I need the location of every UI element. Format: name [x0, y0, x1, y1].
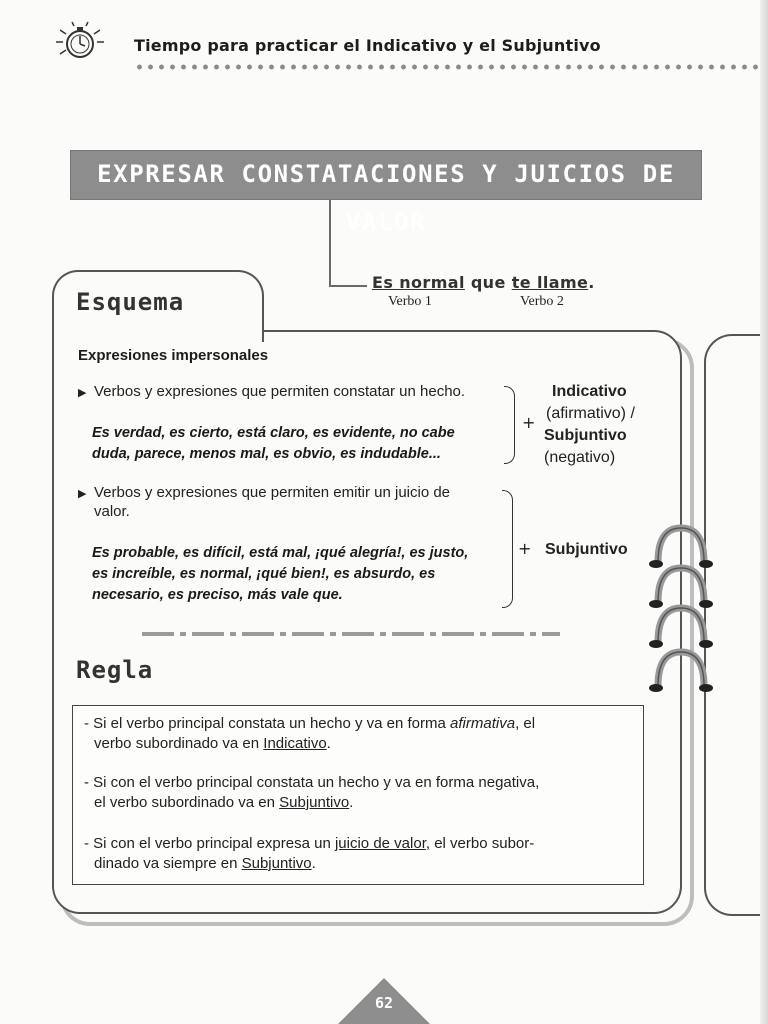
group-2-description-line-1: Verbos y expresiones que permiten emitir un juicio de: [94, 484, 451, 501]
dashed-divider: [142, 632, 560, 636]
binder-ring-icon: [648, 646, 714, 706]
section-heading: Expresiones impersonales: [78, 347, 269, 364]
bullet-icon: ▶: [78, 487, 87, 500]
verbo-2-label: Verbo 2: [520, 294, 564, 309]
banner-title: EXPRESAR CONSTATACIONES Y JUICIOS DE VALOR: [97, 160, 675, 236]
brace: [504, 386, 515, 464]
page-number: 62: [374, 994, 394, 1012]
connector-line: [329, 285, 367, 287]
brace: [502, 490, 513, 608]
section-banner: [70, 150, 702, 236]
esquema-title: Esquema: [76, 288, 185, 316]
example-connector: que: [464, 273, 512, 292]
stopwatch-icon: [48, 16, 112, 64]
group-1-examples-line-2: duda, parece, menos mal, es obvio, es indudable...: [92, 446, 441, 462]
mood-indicativo: Indicativo: [552, 383, 627, 400]
rule-2-line-2: el verbo subordinado va en Subjuntivo.: [94, 794, 354, 811]
dotted-divider: [134, 63, 760, 71]
example-verb-1: Es normal: [372, 273, 465, 292]
group-1-description: Verbos y expresiones que permiten constatar un hecho.: [94, 383, 466, 400]
plus-sign: +: [518, 539, 532, 558]
rule-3-line-1: - Si con el verbo principal expresa un juicio de valor, el verbo subor-: [84, 835, 535, 852]
mood-subjuntivo-note: (negativo): [544, 449, 616, 466]
mood-subjuntivo: Subjuntivo: [545, 541, 628, 558]
group-2-description-line-2: valor.: [94, 503, 130, 520]
example-sentence: [372, 273, 595, 292]
bullet-icon: ▶: [78, 386, 87, 399]
example-verb-2: te llame: [511, 273, 589, 292]
group-2-examples-line-3: necesario, es preciso, más vale que.: [92, 587, 343, 603]
mood-indicativo-note: (afirmativo) /: [546, 405, 635, 422]
rule-1-line-1: - Si el verbo principal constata un hecho y va en forma afirmativa, el: [84, 715, 536, 732]
example-period: .: [588, 273, 595, 292]
page-header-title: Tiempo para practicar el Indicativo y el Subjuntivo: [134, 36, 601, 55]
regla-title: Regla: [76, 656, 154, 684]
verbo-1-label: Verbo 1: [388, 294, 432, 309]
rule-3-line-2: dinado va siempre en Subjuntivo.: [94, 855, 316, 872]
page-edge: [760, 0, 768, 1024]
plus-sign: +: [522, 413, 536, 432]
group-2-examples-line-2: es increíble, es normal, ¡qué bien!, es absurdo, es: [92, 566, 436, 582]
group-1-examples-line-1: Es verdad, es cierto, está claro, es evidente, no cabe: [92, 425, 455, 441]
rule-1-line-2: verbo subordinado va en Indicativo.: [94, 735, 331, 752]
rule-2-line-1: - Si con el verbo principal constata un hecho y va en forma negativa,: [84, 774, 540, 791]
rule-3: [84, 834, 634, 874]
group-2-examples-line-1: Es probable, es difícil, está mal, ¡qué alegría!, es justo,: [92, 545, 469, 561]
mood-subjuntivo: Subjuntivo: [544, 427, 627, 444]
rule-1: [84, 714, 634, 754]
rule-2: [84, 773, 634, 813]
connector-line: [329, 200, 331, 286]
